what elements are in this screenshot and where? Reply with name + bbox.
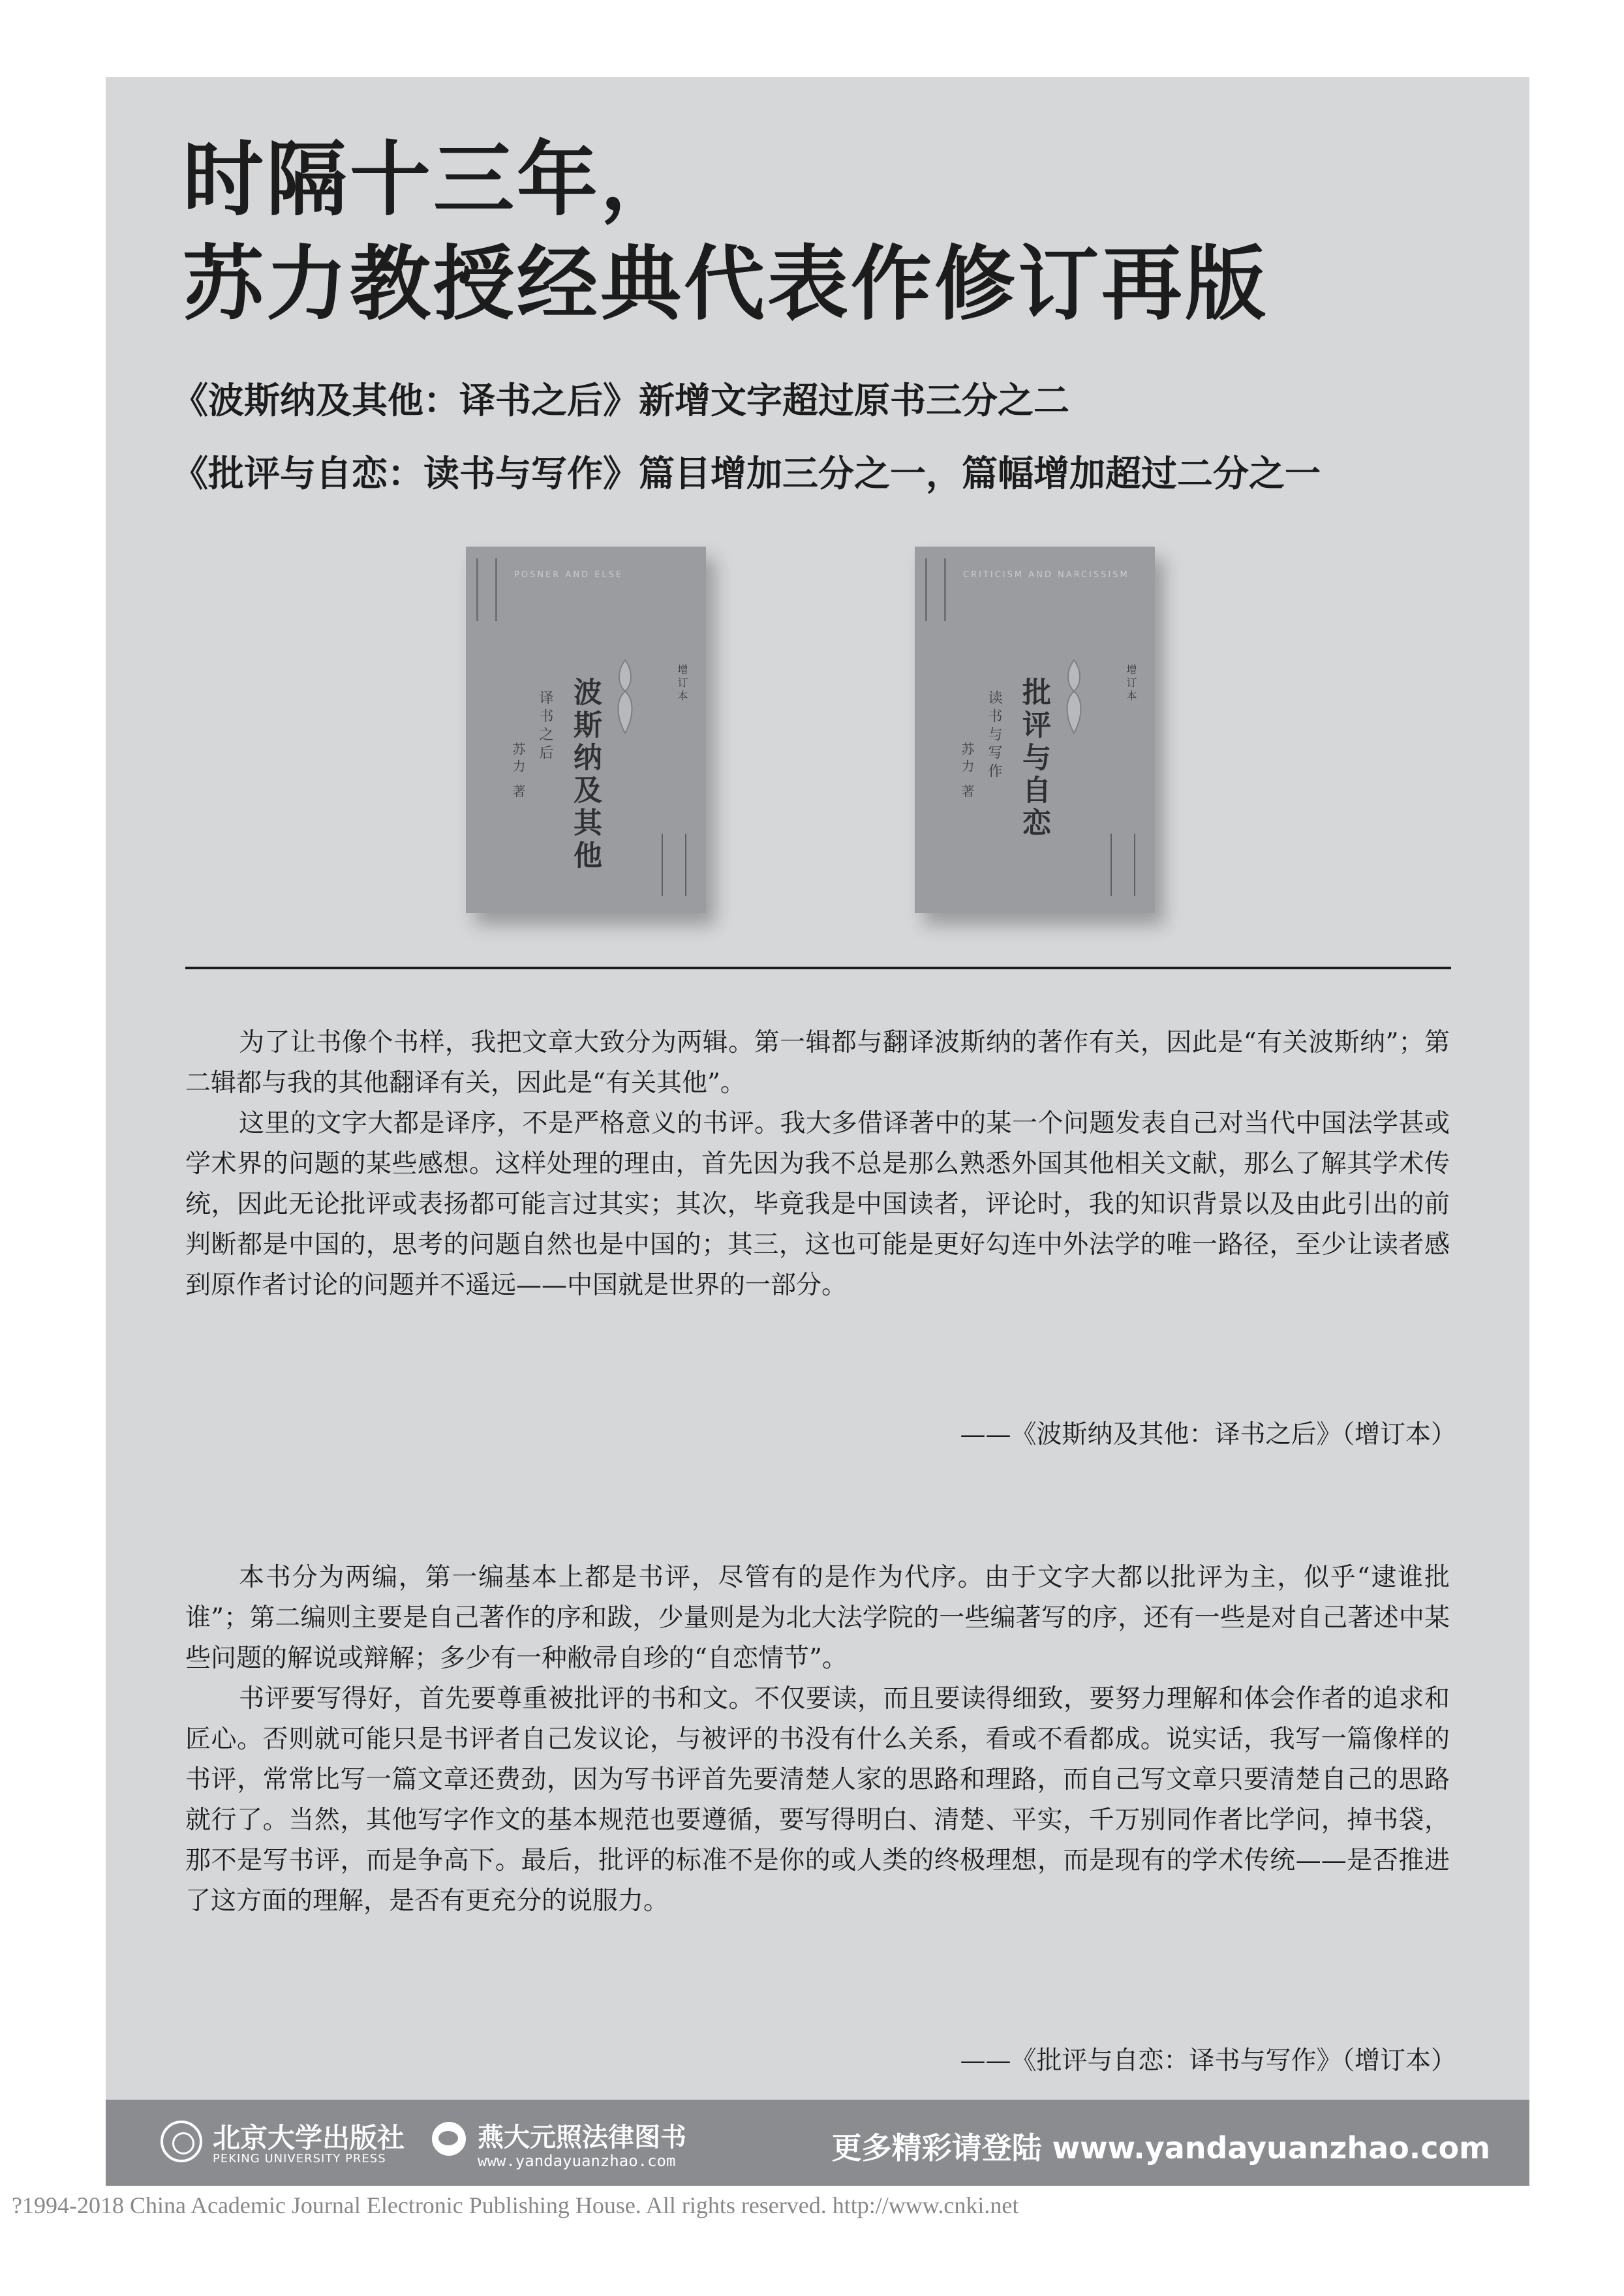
excerpt-criticism (185, 1558, 1450, 1922)
series-mark-icon (476, 558, 497, 621)
press-mark-icon (662, 834, 686, 896)
press-mark-icon (1111, 834, 1135, 896)
divider (185, 967, 1451, 969)
paragraph: 为了让书像个书样，我把文章大致分为两辑。第一辑都与翻译波斯纳的著作有关，因此是“有关波斯纳”；第二辑都与我的其他翻译有关，因此是“有关其他”。 (185, 1028, 1450, 1098)
paragraph: 书评要写得好，首先要尊重被批评的书和文。不仅要读，而且要读得细致，要努力理解和体会作者的追求和匠心。否则就可能只是书评者自己发议论，与被评的书没有什么关系，看或不看都成。说实话，我写一篇像样的书评，常常比写一篇文章还费劲，因为写书评首先要清楚人家的思路和理路，而自己写文章只要清楚自己的思路就行了。当然，其他写字作文的基本规范也要遵循，要写得明白、清楚、平实，千万别同作者比学问，掉书袋，那不是写书评，而是争高下。最后，批评的标准不是你的或人类的终极理想，而是现有的学术传统——是否推进了这方面的理解，是否有更充分的说服力。 (185, 1684, 1450, 1916)
edition-tag: 增订本 (1125, 664, 1137, 703)
footer-bar (106, 2100, 1529, 2186)
paragraph: 本书分为两编，第一编基本上都是书评，尽管有的是作为代序。由于文字大都以批评为主，似乎“逮谁批谁”；第二编则主要是自己著作的序和跋，少量则是为北大法学院的一些编著写的序，还有一些是对自己著述中某些问题的解说或辩解；多少有一种敝帚自珍的“自恋情节”。 (185, 1563, 1450, 1673)
ornament-icon (611, 657, 639, 736)
excerpt-source-criticism: ——《批评与自恋：译书与写作》（增订本） (960, 2046, 1456, 2076)
imprint-mark-icon (432, 2122, 466, 2156)
publisher-name-en: PEKING UNIVERSITY PRESS (213, 2152, 386, 2166)
ornament-icon (1060, 657, 1088, 736)
subheadings (172, 364, 1321, 510)
imprint-name: 燕大元照法律图书 (478, 2122, 686, 2152)
excerpt-source-posner: ——《波斯纳及其他：译书之后》（增订本） (960, 1420, 1456, 1449)
book-subtitle: 译书之后 (537, 690, 553, 763)
headline-line-1: 时隔十三年， (183, 133, 684, 227)
book-title: 波斯纳及其他 (568, 677, 602, 873)
publisher-name: 北京大学出版社 (213, 2122, 405, 2154)
edition-tag: 增订本 (676, 664, 688, 703)
paragraph: 这里的文字大都是译序，不是严格意义的书评。我大多借译著中的某一个问题发表自己对当代中国法学甚或学术界的问题的某些感想。这样处理的理由，首先因为我不总是那么熟悉外国其他相关文献，那么了解其学术传统，因此无论批评或表扬都可能言过其实；其次，毕竟我是中国读者，评论时，我的知识背景以及由此引出的前判断都是中国的，思考的问题自然也是中国的；其三，这也可能是更好勾连中外法学的唯一路径，至少让读者感到原作者讨论的问题并不遥远——中国就是世界的一部分。 (185, 1109, 1450, 1300)
imprint-url[interactable]: www.yandayuanzhao.com (478, 2152, 676, 2170)
headline-line-2: 苏力教授经典代表作修订再版 (183, 237, 1269, 331)
book-author: 苏力 著 (510, 742, 526, 802)
university-seal-icon (161, 2121, 202, 2162)
website-call-to-action[interactable]: 更多精彩请登陆 www.yandayuanzhao.com (831, 2130, 1490, 2166)
book-subtitle: 读书与写作 (986, 690, 1002, 781)
excerpt-posner (185, 1023, 1450, 1306)
copyright-notice: ?1994-2018 China Academic Journal Electronic Publishing House. All rights reserved. http://www.cnki.net (12, 2192, 1019, 2218)
series-mark-icon (925, 558, 946, 621)
book-cover-criticism (915, 547, 1155, 913)
subheading-posner: 《波斯纳及其他：译书之后》新增文字超过原书三分之二 (172, 380, 1070, 421)
headline (183, 128, 1268, 337)
book-english-title: POSNER AND ELSE (514, 570, 624, 580)
book-title: 批评与自恋 (1017, 677, 1050, 840)
book-english-title: CRITICISM AND NARCISSISM (963, 570, 1129, 580)
book-author: 苏力 著 (959, 742, 975, 802)
advertisement-panel (106, 77, 1529, 2186)
book-cover-posner (466, 547, 706, 913)
subheading-criticism: 《批评与自恋：读书与写作》篇目增加三分之一，篇幅增加超过二分之一 (172, 453, 1321, 494)
